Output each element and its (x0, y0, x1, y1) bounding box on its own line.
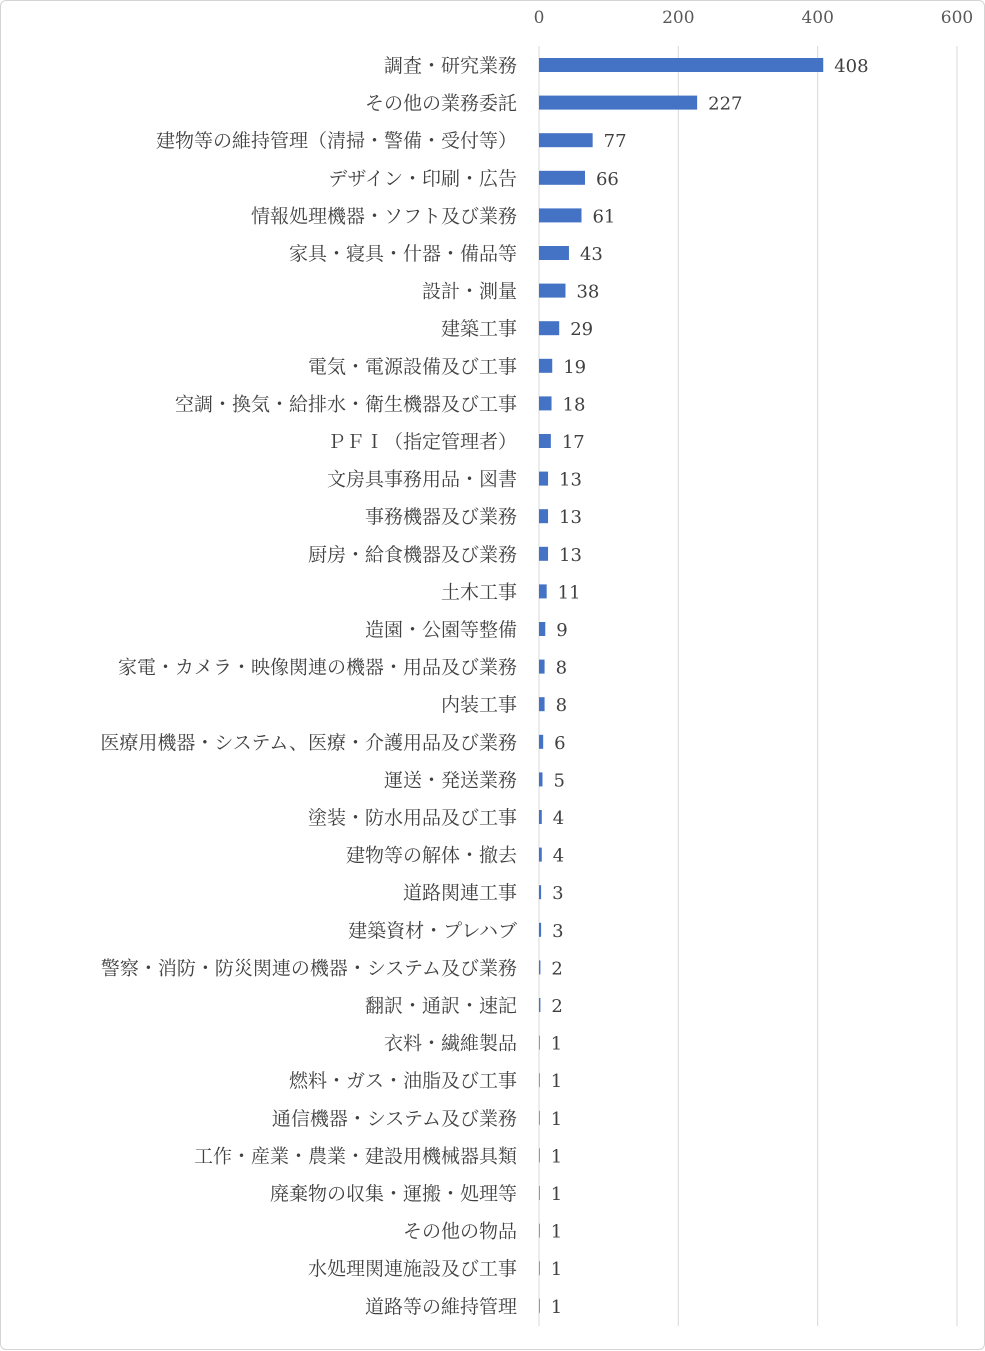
bar (539, 848, 542, 862)
data-label: 6 (554, 732, 566, 754)
category-label: 運送・発送業務 (383, 769, 517, 792)
bar (539, 133, 593, 147)
category-label: 厨房・給食機器及び業務 (307, 543, 517, 566)
category-label: 電気・電源設備及び工事 (307, 355, 517, 378)
data-label: 13 (559, 469, 582, 491)
bar (539, 1148, 540, 1162)
data-label: 1 (550, 1221, 563, 1243)
x-tick-label: 200 (662, 8, 695, 28)
category-label: 土木工事 (440, 581, 517, 604)
category-label: その他の物品 (402, 1220, 517, 1243)
category-label: 設計・測量 (421, 280, 517, 303)
category-labels (100, 55, 517, 1318)
category-label: 工作・産業・農業・建設用機械器具類 (193, 1145, 517, 1168)
data-label: 1 (550, 1033, 563, 1055)
category-label: 廃棄物の収集・運搬・処理等 (269, 1183, 517, 1205)
bar (539, 1261, 540, 1275)
bar (539, 735, 543, 749)
data-label: 17 (561, 432, 585, 453)
bar (539, 1299, 540, 1313)
bar (539, 810, 542, 824)
data-label: 4 (552, 845, 565, 867)
category-label: ＰＦＩ（指定管理者） (326, 431, 517, 453)
data-label: 3 (552, 883, 564, 905)
data-label: 38 (576, 281, 600, 303)
x-tick-label: 600 (940, 8, 974, 28)
data-label: 19 (563, 356, 587, 378)
category-label: 家電・カメラ・映像関連の機器・用品及び業務 (117, 656, 517, 679)
horizontal-bar-chart (1, 1, 985, 1351)
bar (539, 321, 559, 335)
bar (539, 584, 547, 598)
category-label: 情報処理機器・ソフト及び業務 (250, 205, 517, 228)
bar (539, 171, 585, 185)
bar (539, 434, 551, 448)
bar (539, 284, 565, 298)
data-label: 61 (592, 206, 616, 228)
bar (539, 772, 542, 786)
bar (539, 1186, 540, 1200)
bar (539, 547, 548, 561)
bar (539, 359, 552, 373)
category-label: 空調・換気・給排水・衛生機器及び工事 (174, 393, 517, 416)
bar (539, 509, 548, 523)
bar (539, 1111, 540, 1125)
bar (539, 396, 552, 410)
category-label: 燃料・ガス・油脂及び工事 (288, 1070, 517, 1093)
gridlines (539, 46, 957, 1326)
category-label: 造園・公園等整備 (364, 619, 517, 641)
category-label: デザイン・印刷・広告 (328, 167, 517, 190)
category-label: 内装工事 (440, 694, 517, 717)
data-label: 1 (550, 1184, 563, 1205)
data-label: 11 (557, 582, 581, 604)
bar (539, 1224, 540, 1238)
data-label: 66 (595, 168, 619, 190)
category-label: 塗装・防水用品及び工事 (307, 807, 517, 829)
category-label: 建物等の解体・撤去 (345, 844, 517, 867)
data-label: 1 (550, 1108, 563, 1130)
data-label: 227 (708, 93, 743, 115)
data-label: 13 (559, 507, 582, 529)
data-label: 43 (579, 244, 603, 265)
data-label: 3 (552, 920, 564, 942)
data-label: 9 (556, 620, 568, 641)
category-label: 翻訳・通訳・速記 (364, 995, 517, 1017)
bar (539, 246, 569, 260)
category-label: 建築資材・プレハブ (348, 919, 517, 942)
x-axis-ticks (534, 8, 974, 28)
category-label: 衣料・繊維製品 (383, 1032, 517, 1055)
data-label: 1 (550, 1146, 563, 1168)
data-label: 4 (552, 808, 565, 829)
bar (539, 660, 545, 674)
category-label: 道路関連工事 (402, 882, 517, 905)
category-label: 建物等の維持管理（清掃・警備・受付等） (155, 130, 517, 153)
x-tick-label: 400 (801, 8, 834, 28)
data-label: 1 (550, 1296, 563, 1318)
data-label: 5 (553, 770, 565, 792)
data-label: 29 (570, 319, 594, 341)
x-tick-label: 0 (533, 8, 545, 28)
category-label: 建築工事 (440, 318, 517, 341)
data-label: 8 (555, 657, 568, 679)
category-label: 通信機器・システム及び業務 (271, 1107, 517, 1130)
data-label: 13 (559, 544, 582, 566)
data-label: 1 (550, 1071, 563, 1093)
category-label: 調査・研究業務 (383, 55, 517, 77)
category-label: その他の業務委託 (364, 92, 517, 115)
bar (539, 472, 548, 486)
data-label: 77 (603, 131, 627, 153)
data-label: 408 (834, 56, 869, 77)
category-label: 家具・寝具・什器・備品等 (288, 243, 517, 265)
category-label: 文房具事務用品・図書 (326, 468, 517, 491)
data-label: 1 (550, 1259, 563, 1281)
bar (539, 998, 540, 1012)
data-labels (551, 56, 869, 1318)
bar (539, 96, 697, 110)
bar (539, 960, 540, 974)
data-label: 8 (555, 695, 568, 717)
category-label: 水処理関連施設及び工事 (307, 1258, 517, 1281)
category-label: 警察・消防・防災関連の機器・システム及び業務 (100, 957, 517, 980)
bar (539, 885, 541, 899)
bar (539, 622, 545, 636)
data-label: 2 (551, 996, 563, 1017)
bar (539, 1073, 540, 1087)
bar (539, 208, 581, 222)
category-label: 事務機器及び業務 (364, 506, 517, 529)
bar (539, 58, 823, 72)
category-label: 医療用機器・システム、医療・介護用品及び業務 (100, 731, 517, 754)
category-label: 道路等の維持管理 (364, 1295, 517, 1318)
bar (539, 1036, 540, 1050)
data-label: 18 (562, 394, 586, 416)
data-label: 2 (551, 958, 563, 980)
bar (539, 923, 541, 937)
bar (539, 697, 545, 711)
